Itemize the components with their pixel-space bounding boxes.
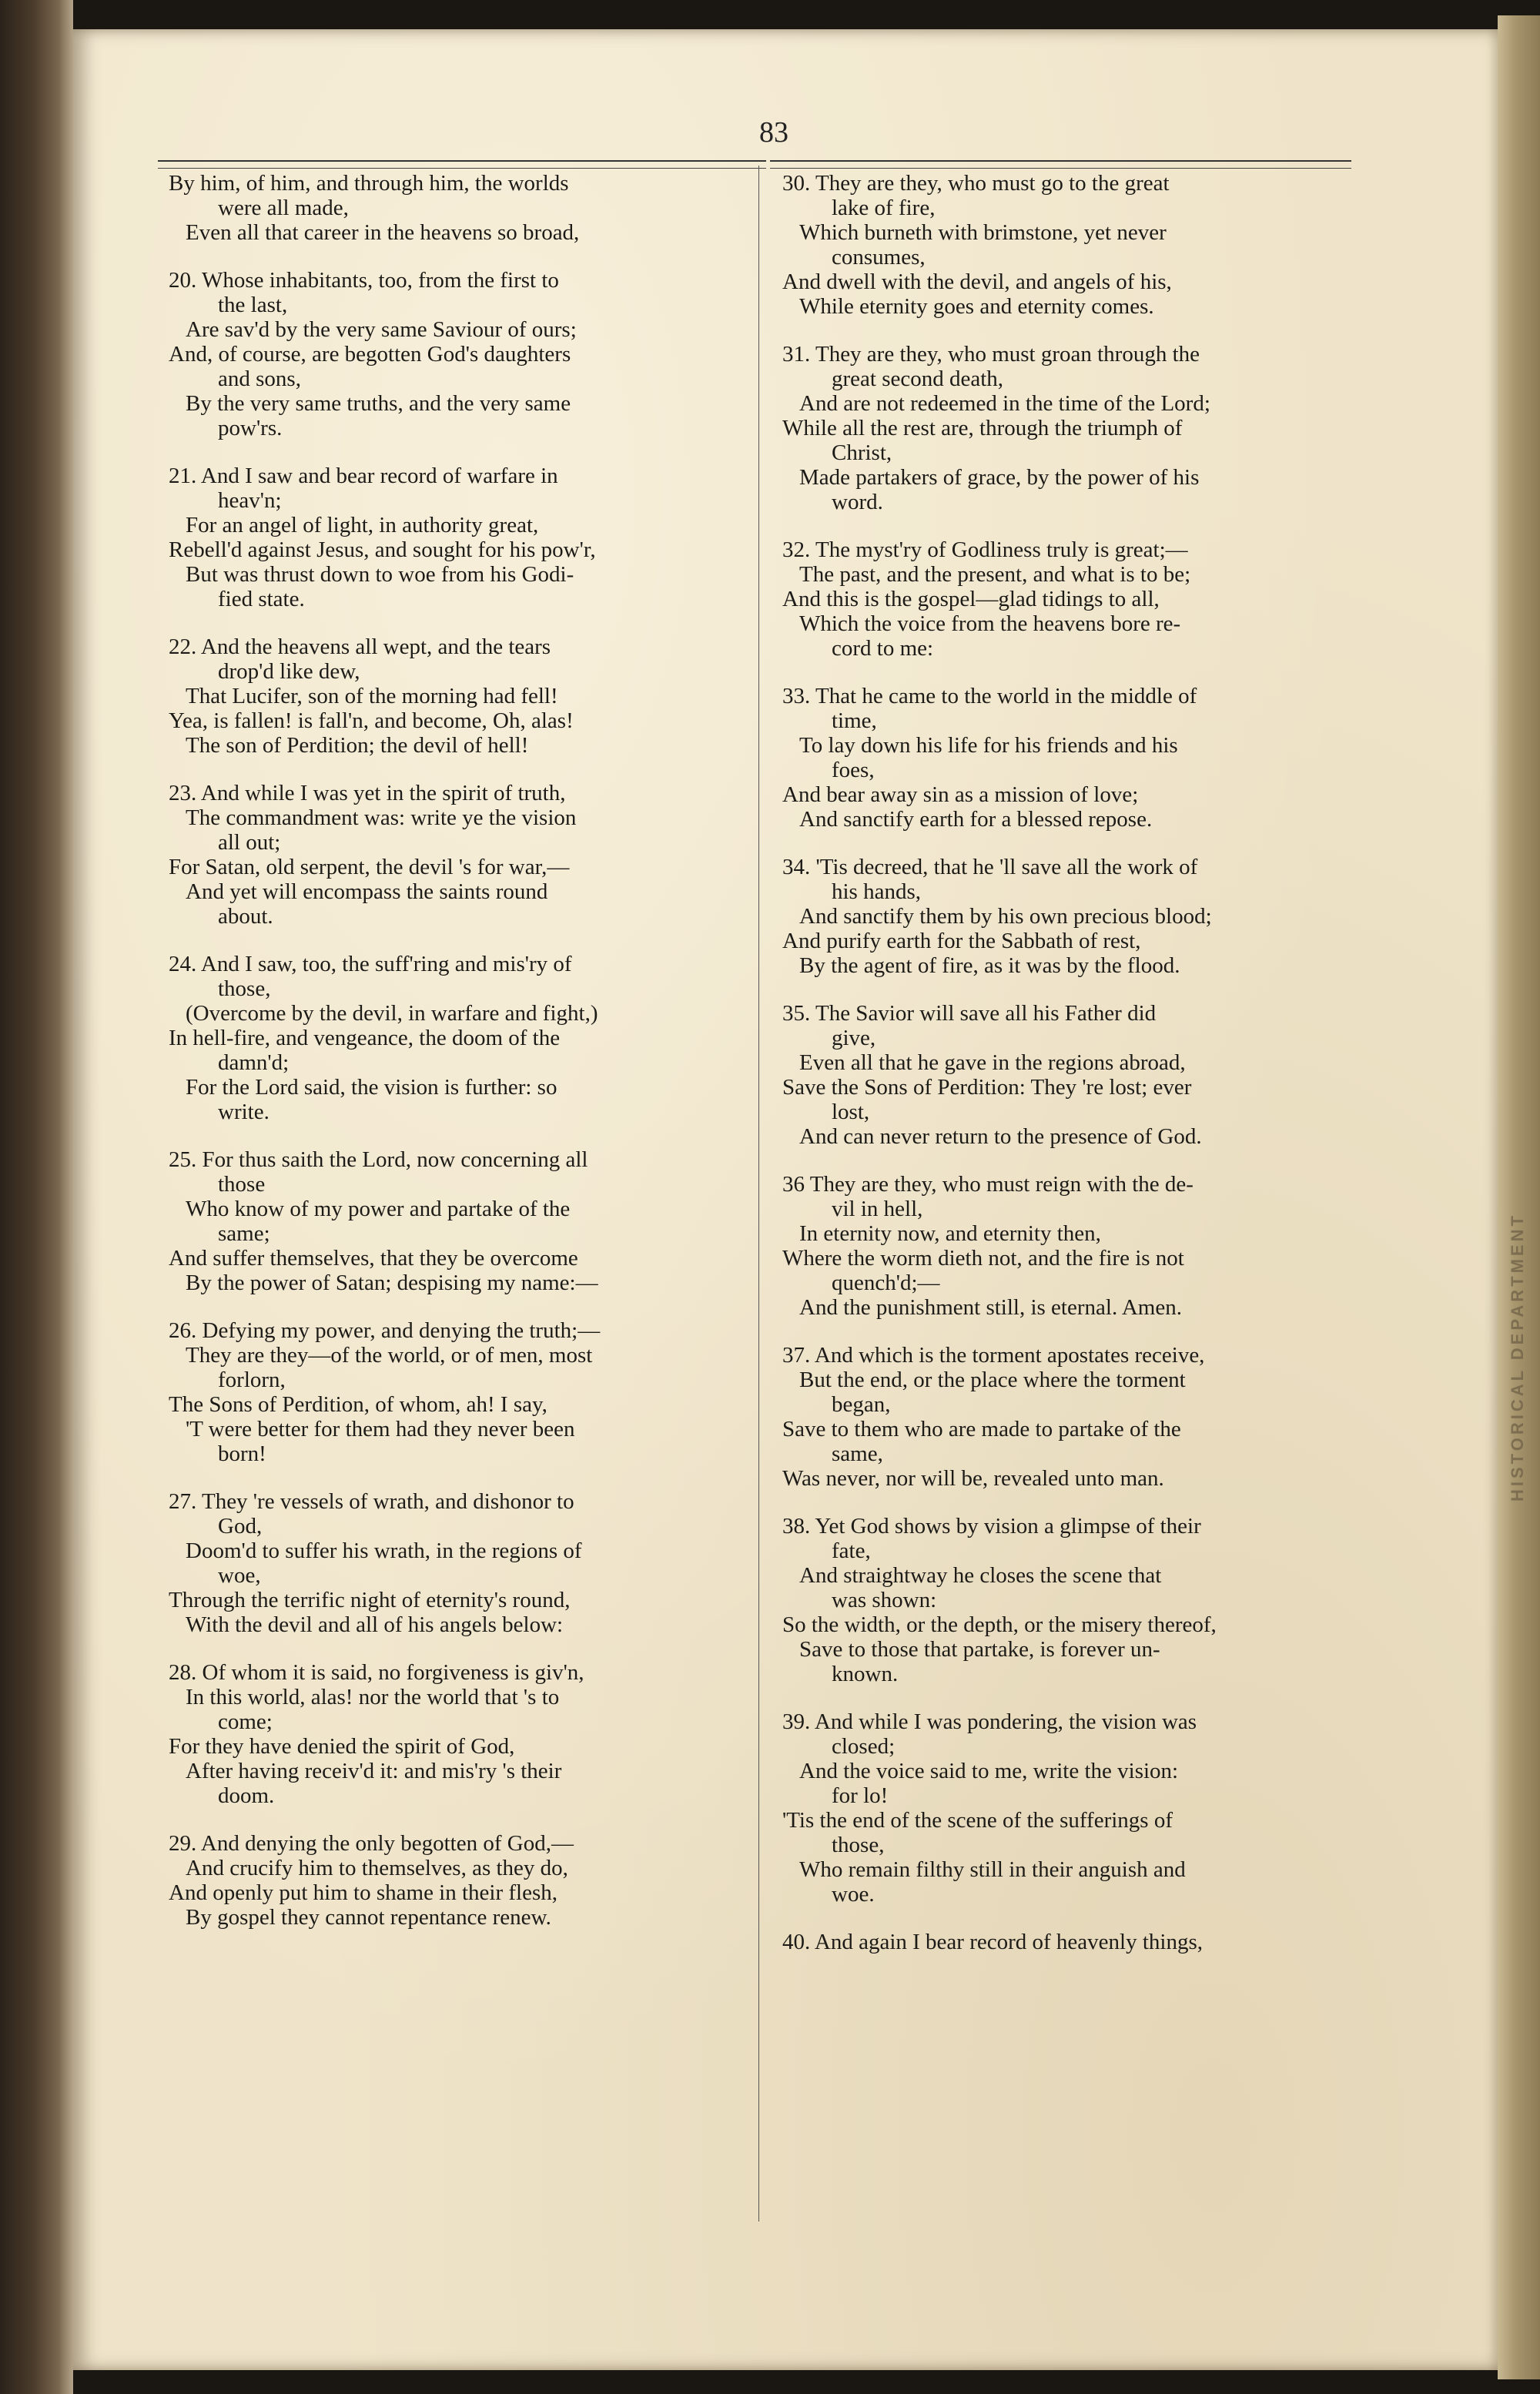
verse-line: Doom'd to suffer his wrath, in the regions of: [186, 1539, 582, 1563]
verse-stanza: [772, 537, 1364, 661]
verse-stanza: [772, 1343, 1364, 1491]
verse-line: woe.: [832, 1882, 875, 1907]
verse-line: And the voice said to me, write the vision:: [799, 1759, 1179, 1783]
verse-line: While eternity goes and eternity comes.: [799, 294, 1154, 319]
verse-line: give,: [832, 1026, 876, 1050]
header-rule-left-thin: [158, 168, 766, 169]
verse-line: Which burneth with brimstone, yet never: [799, 220, 1167, 245]
verse-line: same;: [218, 1221, 270, 1246]
verse-line: drop'd like dew,: [218, 659, 360, 684]
verse-stanza: [158, 781, 755, 929]
verse-line: 36 They are they, who must reign with the de-: [782, 1172, 1194, 1197]
verse-line: were all made,: [218, 196, 349, 220]
verse-line: 27. They 're vessels of wrath, and dishonor to: [169, 1489, 574, 1514]
verse-line: the last,: [218, 293, 288, 317]
verse-line: And dwell with the devil, and angels of his,: [782, 270, 1172, 294]
verse-line: While all the rest are, through the triumph of: [782, 416, 1183, 440]
verse-line: Save to those that partake, is forever un-: [799, 1637, 1160, 1662]
verse-line: And this is the gospel—glad tidings to all,: [782, 587, 1160, 611]
verse-line: Which the voice from the heavens bore re-: [799, 611, 1181, 636]
verse-line: By him, of him, and through him, the worlds: [169, 171, 569, 196]
verse-line: For an angel of light, in authority great,: [186, 513, 539, 537]
verse-stanza: [772, 171, 1364, 319]
verse-stanza: [772, 342, 1364, 514]
verse-stanza: [772, 1514, 1364, 1686]
verse-line: And suffer themselves, that they be overcome: [169, 1246, 578, 1271]
verse-line: (Overcome by the devil, in warfare and fight,): [186, 1001, 598, 1026]
verse-line: 20. Whose inhabitants, too, from the first to: [169, 268, 559, 293]
verse-line: Yea, is fallen! is fall'n, and become, Oh, alas!: [169, 708, 574, 733]
verse-line: Save to them who are made to partake of the: [782, 1417, 1181, 1441]
column-divider: [758, 166, 759, 2222]
verse-line: those,: [218, 976, 271, 1001]
verse-line: come;: [218, 1709, 273, 1734]
verse-stanza: [158, 952, 755, 1124]
verse-line: and sons,: [218, 367, 301, 391]
verse-line: 22. And the heavens all wept, and the tears: [169, 634, 551, 659]
verse-line: But was thrust down to woe from his Godi-: [186, 562, 574, 587]
verse-line: And sanctify them by his own precious blood;: [799, 904, 1212, 929]
verse-line: And can never return to the presence of God.: [799, 1124, 1202, 1149]
verse-line: In this world, alas! nor the world that 's to: [186, 1685, 560, 1709]
page-number: 83: [759, 116, 788, 149]
verse-line: To lay down his life for his friends and his: [799, 733, 1178, 758]
verse-stanza: [158, 1831, 755, 1930]
verse-line: 24. And I saw, too, the suff'ring and mis'ry of: [169, 952, 572, 976]
verse-line: With the devil and all of his angels below:: [186, 1612, 564, 1637]
verse-line: those,: [832, 1833, 885, 1857]
verse-stanza: [158, 1318, 755, 1466]
verse-line: 23. And while I was yet in the spirit of truth,: [169, 781, 566, 805]
verse-line: great second death,: [832, 367, 1004, 391]
verse-line: In eternity now, and eternity then,: [799, 1221, 1101, 1246]
verse-line: Even all that career in the heavens so broad,: [186, 220, 580, 245]
right-column: [772, 171, 1364, 1977]
verse-line: 39. And while I was pondering, the vision was: [782, 1709, 1197, 1734]
verse-line: Rebell'd against Jesus, and sought for his pow'r,: [169, 537, 596, 562]
verse-line: And, of course, are begotten God's daughters: [169, 342, 571, 367]
verse-line: 25. For thus saith the Lord, now concerning all: [169, 1147, 588, 1172]
verse-line: 40. And again I bear record of heavenly things,: [782, 1930, 1203, 1954]
verse-line: began,: [832, 1392, 891, 1417]
verse-stanza: [158, 1147, 755, 1295]
verse-line: And bear away sin as a mission of love;: [782, 782, 1139, 807]
verse-line: By the power of Satan; despising my name:—: [186, 1271, 598, 1295]
verse-line: But the end, or the place where the torment: [799, 1368, 1186, 1392]
verse-line: Was never, nor will be, revealed unto man.: [782, 1466, 1164, 1491]
verse-line: heav'n;: [218, 488, 282, 513]
verse-line: And are not redeemed in the time of the Lord;: [799, 391, 1210, 416]
verse-stanza: [158, 1660, 755, 1808]
verse-line: same,: [832, 1441, 883, 1466]
verse-line: fate,: [832, 1539, 871, 1563]
verse-line: 34. 'Tis decreed, that he 'll save all the work of: [782, 855, 1198, 879]
verse-line: 35. The Savior will save all his Father did: [782, 1001, 1157, 1026]
verse-line: Are sav'd by the very same Saviour of ours;: [186, 317, 577, 342]
verse-line: By gospel they cannot repentance renew.: [186, 1905, 551, 1930]
verse-stanza: [772, 1001, 1364, 1149]
verse-line: So the width, or the depth, or the misery thereof,: [782, 1612, 1217, 1637]
verse-stanza: [158, 464, 755, 611]
verse-line: woe,: [218, 1563, 261, 1588]
verse-line: doom.: [218, 1783, 275, 1808]
verse-line: about.: [218, 904, 273, 929]
verse-stanza: [158, 171, 755, 245]
verse-line: 26. Defying my power, and denying the truth;—: [169, 1318, 601, 1343]
verse-line: 32. The myst'ry of Godliness truly is great;—: [782, 537, 1188, 562]
verse-line: The past, and the present, and what is to be;: [799, 562, 1191, 587]
verse-line: vil in hell,: [832, 1197, 923, 1221]
verse-line: Christ,: [832, 440, 892, 465]
verse-line: was shown:: [832, 1588, 937, 1612]
verse-line: By the agent of fire, as it was by the flood.: [799, 953, 1180, 978]
verse-line: word.: [832, 490, 883, 514]
verse-line: 21. And I saw and bear record of warfare in: [169, 464, 558, 488]
verse-line: 28. Of whom it is said, no forgiveness is giv'n,: [169, 1660, 584, 1685]
verse-line: Who remain filthy still in their anguish and: [799, 1857, 1186, 1882]
library-stamp: HISTORICAL DEPARTMENT: [1508, 1213, 1527, 1502]
verse-line: The commandment was: write ye the vision: [186, 805, 577, 830]
verse-line: 31. They are they, who must groan through the: [782, 342, 1200, 367]
verse-line: closed;: [832, 1734, 896, 1759]
verse-line: damn'd;: [218, 1050, 290, 1075]
verse-stanza: [772, 1172, 1364, 1320]
verse-line: After having receiv'd it: and mis'ry 's their: [186, 1759, 562, 1783]
verse-line: And straightway he closes the scene that: [799, 1563, 1162, 1588]
verse-stanza: [772, 1709, 1364, 1907]
verse-line: They are they—of the world, or of men, most: [186, 1343, 593, 1368]
verse-line: Who know of my power and partake of the: [186, 1197, 571, 1221]
verse-line: consumes,: [832, 245, 926, 270]
verse-line: his hands,: [832, 879, 921, 904]
verse-line: foes,: [832, 758, 875, 782]
verse-line: for lo!: [832, 1783, 889, 1808]
verse-line: lake of fire,: [832, 196, 936, 220]
verse-line: And crucify him to themselves, as they do,: [186, 1856, 568, 1880]
verse-line: 29. And denying the only begotten of God,—: [169, 1831, 574, 1856]
verse-line: And openly put him to shame in their flesh,: [169, 1880, 558, 1905]
verse-line: And purify earth for the Sabbath of rest,: [782, 929, 1141, 953]
verse-line: That Lucifer, son of the morning had fell!: [186, 684, 558, 708]
verse-line: time,: [832, 708, 877, 733]
header-rule-right-thin: [770, 168, 1351, 169]
verse-line: The son of Perdition; the devil of hell!: [186, 733, 529, 758]
verse-line: pow'rs.: [218, 416, 283, 440]
verse-line: Even all that he gave in the regions abroad,: [799, 1050, 1186, 1075]
verse-line: those: [218, 1172, 266, 1197]
verse-line: forlorn,: [218, 1368, 286, 1392]
verse-line: quench'd;—: [832, 1271, 940, 1295]
verse-line: For they have denied the spirit of God,: [169, 1734, 515, 1759]
verse-line: By the very same truths, and the very same: [186, 391, 571, 416]
verse-line: lost,: [832, 1100, 870, 1124]
header-rule-left: [158, 160, 766, 162]
verse-line: In hell-fire, and vengeance, the doom of the: [169, 1026, 561, 1050]
verse-line: all out;: [218, 830, 281, 855]
verse-stanza: [772, 1930, 1364, 1954]
verse-line: Save the Sons of Perdition: They 're lost; ever: [782, 1075, 1192, 1100]
verse-line: 33. That he came to the world in the middle of: [782, 684, 1197, 708]
verse-line: known.: [832, 1662, 899, 1686]
left-column: [158, 171, 755, 1953]
verse-line: 37. And which is the torment apostates receive,: [782, 1343, 1205, 1368]
verse-line: 38. Yet God shows by vision a glimpse of their: [782, 1514, 1201, 1539]
verse-line: The Sons of Perdition, of whom, ah! I say,: [169, 1392, 547, 1417]
verse-line: cord to me:: [832, 636, 934, 661]
verse-line: Where the worm dieth not, and the fire is not: [782, 1246, 1184, 1271]
verse-line: 'Tis the end of the scene of the sufferings of: [782, 1808, 1173, 1833]
verse-line: born!: [218, 1441, 266, 1466]
verse-line: write.: [218, 1100, 270, 1124]
verse-line: Made partakers of grace, by the power of his: [799, 465, 1200, 490]
verse-line: For Satan, old serpent, the devil 's for war,—: [169, 855, 570, 879]
verse-line: And the punishment still, is eternal. Amen.: [799, 1295, 1182, 1320]
verse-stanza: [158, 268, 755, 440]
verse-line: God,: [218, 1514, 263, 1539]
verse-line: And sanctify earth for a blessed repose.: [799, 807, 1153, 832]
header-rule-right: [770, 160, 1351, 162]
verse-line: For the Lord said, the vision is further: so: [186, 1075, 557, 1100]
verse-stanza: [158, 1489, 755, 1637]
verse-stanza: [772, 855, 1364, 978]
verse-stanza: [158, 634, 755, 758]
verse-line: And yet will encompass the saints round: [186, 879, 548, 904]
verse-line: 'T were better for them had they never been: [186, 1417, 575, 1441]
verse-line: fied state.: [218, 587, 305, 611]
verse-line: Through the terrific night of eternity's round,: [169, 1588, 571, 1612]
verse-stanza: [772, 684, 1364, 832]
book-spine-shadow: [0, 0, 73, 2394]
verse-line: 30. They are they, who must go to the great: [782, 171, 1170, 196]
